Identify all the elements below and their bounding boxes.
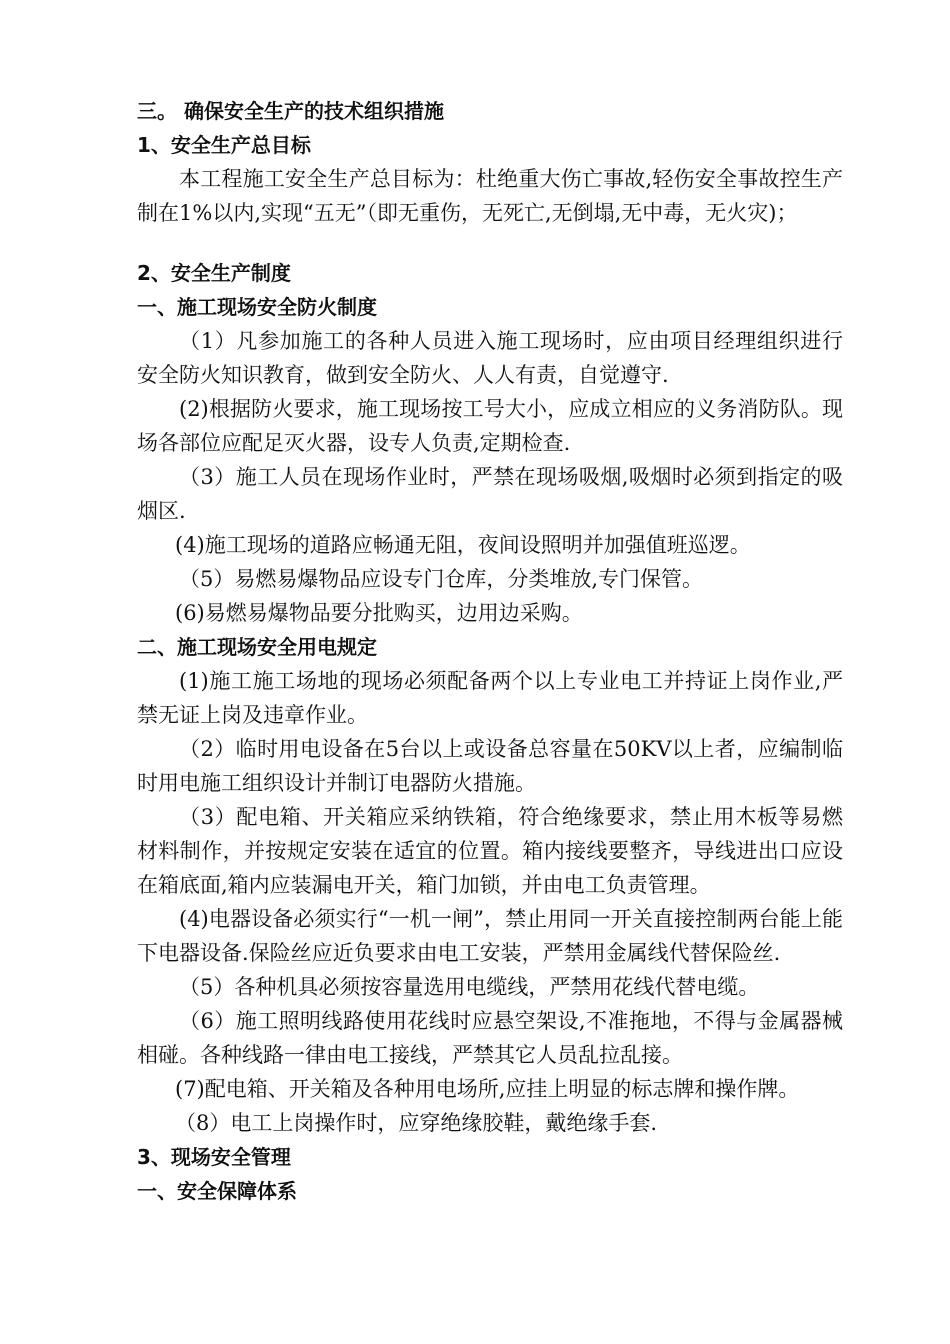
electric-rule-6: （6）施工照明线路使用花线时应悬空架设,不准拖地，不得与金属器械相碰。各种线路一律由电工接线，严禁其它人员乱拉乱接。 <box>137 1009 843 1067</box>
fire-rule-2: (2)根据防火要求，施工现场按工号大小，应成立相应的义务消防队。现场各部位应配足灭火器，设专人负责,定期检查. <box>137 397 843 455</box>
subsection-heading-electric: 二、施工现场安全用电规定 <box>137 635 377 659</box>
document-title: 三。 确保安全生产的技术组织措施 <box>137 99 444 123</box>
electric-rule-1: (1)施工施工场地的现场必须配备两个以上专业电工并持证上岗作业,严禁无证上岗及违章作业。 <box>137 669 843 727</box>
electric-rule-2: （2）临时用电设备在5台以上或设备总容量在50KV以上者，应编制临时用电施工组织设计并制订电器防火措施。 <box>137 737 843 795</box>
fire-rule-6: (6)易燃易爆物品要分批购买，边用边采购。 <box>175 601 583 625</box>
section-heading-3: 3、现场安全管理 <box>137 1145 291 1169</box>
paragraph-gap <box>137 230 843 256</box>
fire-rule-5: （5）易燃易爆物品应设专门仓库，分类堆放,专门保管。 <box>179 567 704 591</box>
fire-rule-1: （1）凡参加施工的各种人员进入施工现场时，应由项目经理组织进行安全防火知识教育，做到安全防火、人人有责，自觉遵守. <box>137 329 843 387</box>
document-body <box>137 94 843 1208</box>
electric-rule-7: (7)配电箱、开关箱及各种用电场所,应挂上明显的标志牌和操作牌。 <box>175 1077 800 1101</box>
electric-rule-3: （3）配电箱、开关箱应采纳铁箱，符合绝缘要求，禁止用木板等易燃材料制作，并按规定安装在适宜的位置。箱内接线要整齐，导线进出口应设在箱底面,箱内应装漏电开关，箱门加锁，并由电工负责管理。 <box>137 805 843 897</box>
section-heading-1: 1、安全生产总目标 <box>137 133 311 157</box>
subsection-heading-fire: 一、施工现场安全防火制度 <box>137 295 377 319</box>
fire-rule-3: （3）施工人员在现场作业时，严禁在现场吸烟,吸烟时必须到指定的吸烟区. <box>137 465 843 523</box>
fire-rule-4: (4)施工现场的道路应畅通无阻，夜间设照明并加强值班巡逻。 <box>175 533 751 557</box>
subsection-heading-safety-system: 一、安全保障体系 <box>137 1179 297 1203</box>
electric-rule-4: (4)电器设备必须实行“一机一闸”，禁止用同一开关直接控制两台能上能下电器设备.保险丝应近负要求由电工安装，严禁用金属线代替保险丝. <box>137 907 843 965</box>
section-heading-2: 2、安全生产制度 <box>137 261 291 285</box>
electric-rule-5: （5）各种机具必须按容量选用电缆线，严禁用花线代替电缆。 <box>179 975 760 999</box>
electric-rule-8: （8）电工上岗操作时，应穿绝缘胶鞋，戴绝缘手套. <box>175 1111 658 1135</box>
section-1-paragraph: 本工程施工安全生产总目标为：杜绝重大伤亡事故,轻伤安全事故控生产制在1%以内,实现“五无”（即无重伤，无死亡,无倒塌,无中毒，无火灾)； <box>137 167 843 225</box>
